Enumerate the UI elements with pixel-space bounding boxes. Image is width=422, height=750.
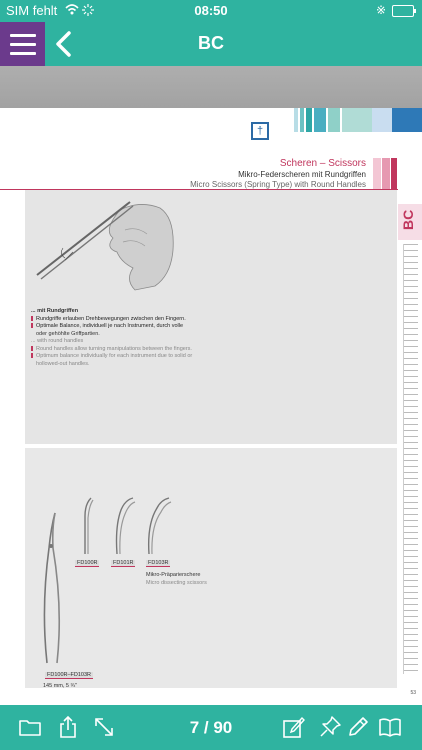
section-color-bars [373,158,397,190]
page-title: BC [198,33,224,53]
expand-icon[interactable] [92,715,116,739]
back-button[interactable] [52,28,76,60]
product-code-fd101r[interactable]: FD101R [113,560,134,566]
bottom-toolbar [0,705,422,750]
ruler-scale [403,244,418,674]
scissors-tip-fd101r-illustration [109,496,139,556]
nav-bar [0,22,422,66]
folder-icon[interactable] [18,715,42,739]
product-size: 145 mm, 5 ¾" [43,683,78,689]
description-bullet-de: Optimale Balance, individuell je nach Instrument, durch volle [31,323,192,331]
product-description [31,308,192,368]
scissors-tip-fd100r-illustration [73,496,99,556]
section-tab[interactable]: BC [398,204,422,240]
pencil-icon[interactable] [346,715,370,739]
description-heading-en: ... with round handles [31,338,84,344]
hamburger-icon-line [10,34,36,37]
hamburger-icon-line [10,52,36,55]
product-name-de: Mikro-Präparierschere [146,572,201,578]
catalog-page[interactable] [0,108,422,705]
description-bullet-en: Optimum balance individually for each instrument due to solid or [31,353,192,361]
document-top-margin [0,66,422,108]
battery-icon [392,5,414,17]
description-bullet-de: Rundgriffe erlauben Drehbewegungen zwischen den Fingern. [31,316,192,324]
section-index-column [398,204,422,679]
catalog-title: Scheren – Scissors [279,158,366,169]
book-icon[interactable] [378,715,402,739]
clock: 08:50 [194,3,228,18]
scissors-tip-fd103r-illustration [143,496,173,556]
product-code-fd100r[interactable]: FD100R [77,560,98,566]
product-name-en: Micro dissecting scissors [146,580,207,586]
products-panel [25,448,397,688]
product-range-code[interactable]: FD100R–FD103R [47,672,92,678]
pin-icon[interactable] [318,715,342,739]
description-line-de: oder gehöhlte Griffpartien. [36,330,100,337]
description-bullet-en: Round handles allow turning manipulations between the fingers. [31,346,192,354]
hand-holding-scissors-illustration [25,190,185,300]
status-bar [0,0,422,22]
description-line-en: hollowed-out handles. [36,360,90,367]
header-color-stripes [294,108,422,132]
carrier-label: SIM fehlt [6,3,58,18]
annotate-icon[interactable] [282,715,306,739]
description-heading-de: ... mit Rundgriffen [31,308,79,314]
hamburger-icon-line [10,43,36,46]
catalog-subtitle-de: Mikro-Federscheren mit Rundgriffen [238,170,366,179]
illustration-panel [25,190,397,444]
menu-button[interactable] [0,22,45,66]
brand-logo: † [251,122,269,140]
bluetooth-icon: ※ [375,3,386,17]
page-indicator: 7 / 90 [189,718,233,737]
scissors-full-illustration [37,508,67,668]
page-number: 53 [410,690,416,696]
catalog-subtitle-en: Micro Scissors (Spring Type) with Round Handles [190,180,366,189]
product-code-fd103r[interactable]: FD103R [148,560,169,566]
share-icon[interactable] [56,715,80,739]
